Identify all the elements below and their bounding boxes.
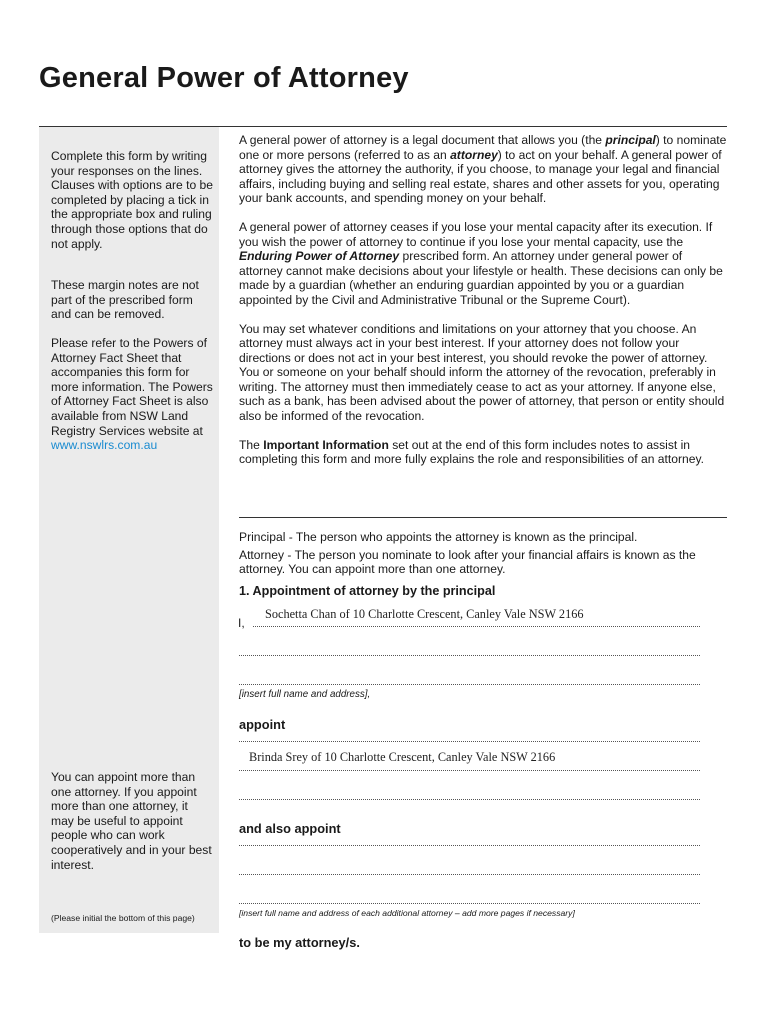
margin-note-removable: These margin notes are not part of the prescribed form and can be removed. (51, 278, 199, 322)
principal-name-address-value[interactable]: Sochetta Chan of 10 Charlotte Crescent, Canley Vale NSW 2166 (265, 607, 584, 621)
also-appoint-label: and also appoint (239, 821, 341, 836)
margin-note-instructions: Complete this form by writing your responses on the lines. Clauses with options are to be completed by placing a tick in the appropriate box and ruling through those options that do not apply. (51, 149, 214, 251)
attorney-line-2[interactable] (239, 770, 700, 771)
enduring-poa-term: Enduring Power of Attorney (239, 249, 400, 263)
nswlrs-link[interactable]: www.nswlrs.com.au (51, 438, 158, 453)
intro-text (239, 133, 729, 467)
margin-note-fact-sheet (51, 336, 213, 453)
text-span: ) to act on your behalf. A general power of attorney gives the attorney the authority, if you choose, to manage your legal and financial affairs, including buying and selling real estate, shares and other assets for you, operating your bank accounts, and spending money on your behalf. (239, 147, 722, 205)
principal-line-1[interactable] (253, 626, 700, 627)
attorney-line-3[interactable] (239, 799, 700, 800)
principal-line-2[interactable] (239, 655, 700, 656)
principal-term: principal (605, 133, 656, 147)
text-span: ) to nominate one or more persons (referred to as an (239, 133, 727, 162)
important-information-term: Important Information (263, 437, 389, 452)
section-1-heading: 1. Appointment of attorney by the principal (239, 584, 496, 598)
appoint-label: appoint (239, 717, 286, 732)
page-title: General Power of Attorney (39, 62, 409, 94)
principal-definition: Principal - The person who appoints the attorney is known as the principal. (239, 530, 638, 544)
attorney-definition: Attorney - The person you nominate to look after your financial affairs is known as the attorney. You can appoint more than one attorney. (239, 547, 696, 576)
attorney-line-1[interactable] (239, 741, 700, 742)
additional-attorney-line-1[interactable] (239, 845, 700, 846)
closing-statement: to be my attorney/s. (239, 935, 360, 950)
intro-paragraph-1 (239, 133, 729, 206)
text-span: A general power of attorney is a legal document that allows you (the (239, 133, 606, 147)
intro-paragraph-2 (239, 220, 729, 307)
principal-line-3[interactable] (239, 684, 700, 685)
attorney-name-address-value[interactable]: Brinda Srey of 10 Charlotte Crescent, Canley Vale NSW 2166 (249, 750, 556, 764)
text-span: set out at the end of this form includes notes to assist in completing this form and more fully explains the role and responsibilities of an attorney. (239, 437, 704, 466)
attorney-term: attorney (450, 147, 498, 162)
text-span: The (239, 437, 264, 452)
initial-page-note: (Please initial the bottom of this page) (51, 913, 195, 923)
text-span: A general power of attorney ceases if you lose your mental capacity after its execution. If you wish the power of attorney to continue if you lose your mental capacity, use the (239, 220, 713, 249)
text-span: prescribed form. An attorney under general power of attorney cannot make decisions about your lifestyle or health. These decisions can only be made by a guardian (whether an enduring guardian appointed by you or a guardian appointed by the Civil and Administrative Tribunal or the Supreme Court). (239, 249, 723, 307)
principal-hint: [insert full name and address], (239, 689, 371, 700)
intro-paragraph-3: You may set whatever conditions and limitations on your attorney that you choose. An attorney must always act in your best interest. If your attorney does not follow your directions or does not act in your best interest, you should revoke the power of attorney. You or someone on your behalf should inform the attorney of the revocation, preferably in writing. The attorney must then immediately cease to act as your attorney. If anyone else, such as a bank, has been advised about the power of attorney, that person or entity should also be informed of the revocation. (239, 321, 725, 423)
intro-paragraph-4 (239, 438, 729, 467)
additional-attorney-hint: [insert full name and address of each additional attorney – add more pages if necessary] (239, 908, 575, 918)
section-rule (239, 517, 727, 518)
additional-attorney-line-3[interactable] (239, 903, 700, 904)
definitions (239, 530, 729, 577)
fact-sheet-text: Please refer to the Powers of Attorney Fact Sheet that accompanies this form for more information. The Powers of Attorney Fact Sheet is also available from NSW Land Registry Services website at (51, 336, 213, 438)
i-label: I, (238, 616, 245, 630)
margin-note-multiple-attorneys: You can appoint more than one attorney. If you appoint more than one attorney, it may be useful to appoint people who can work cooperatively and in your best interest. (51, 770, 212, 872)
additional-attorney-line-2[interactable] (239, 874, 700, 875)
